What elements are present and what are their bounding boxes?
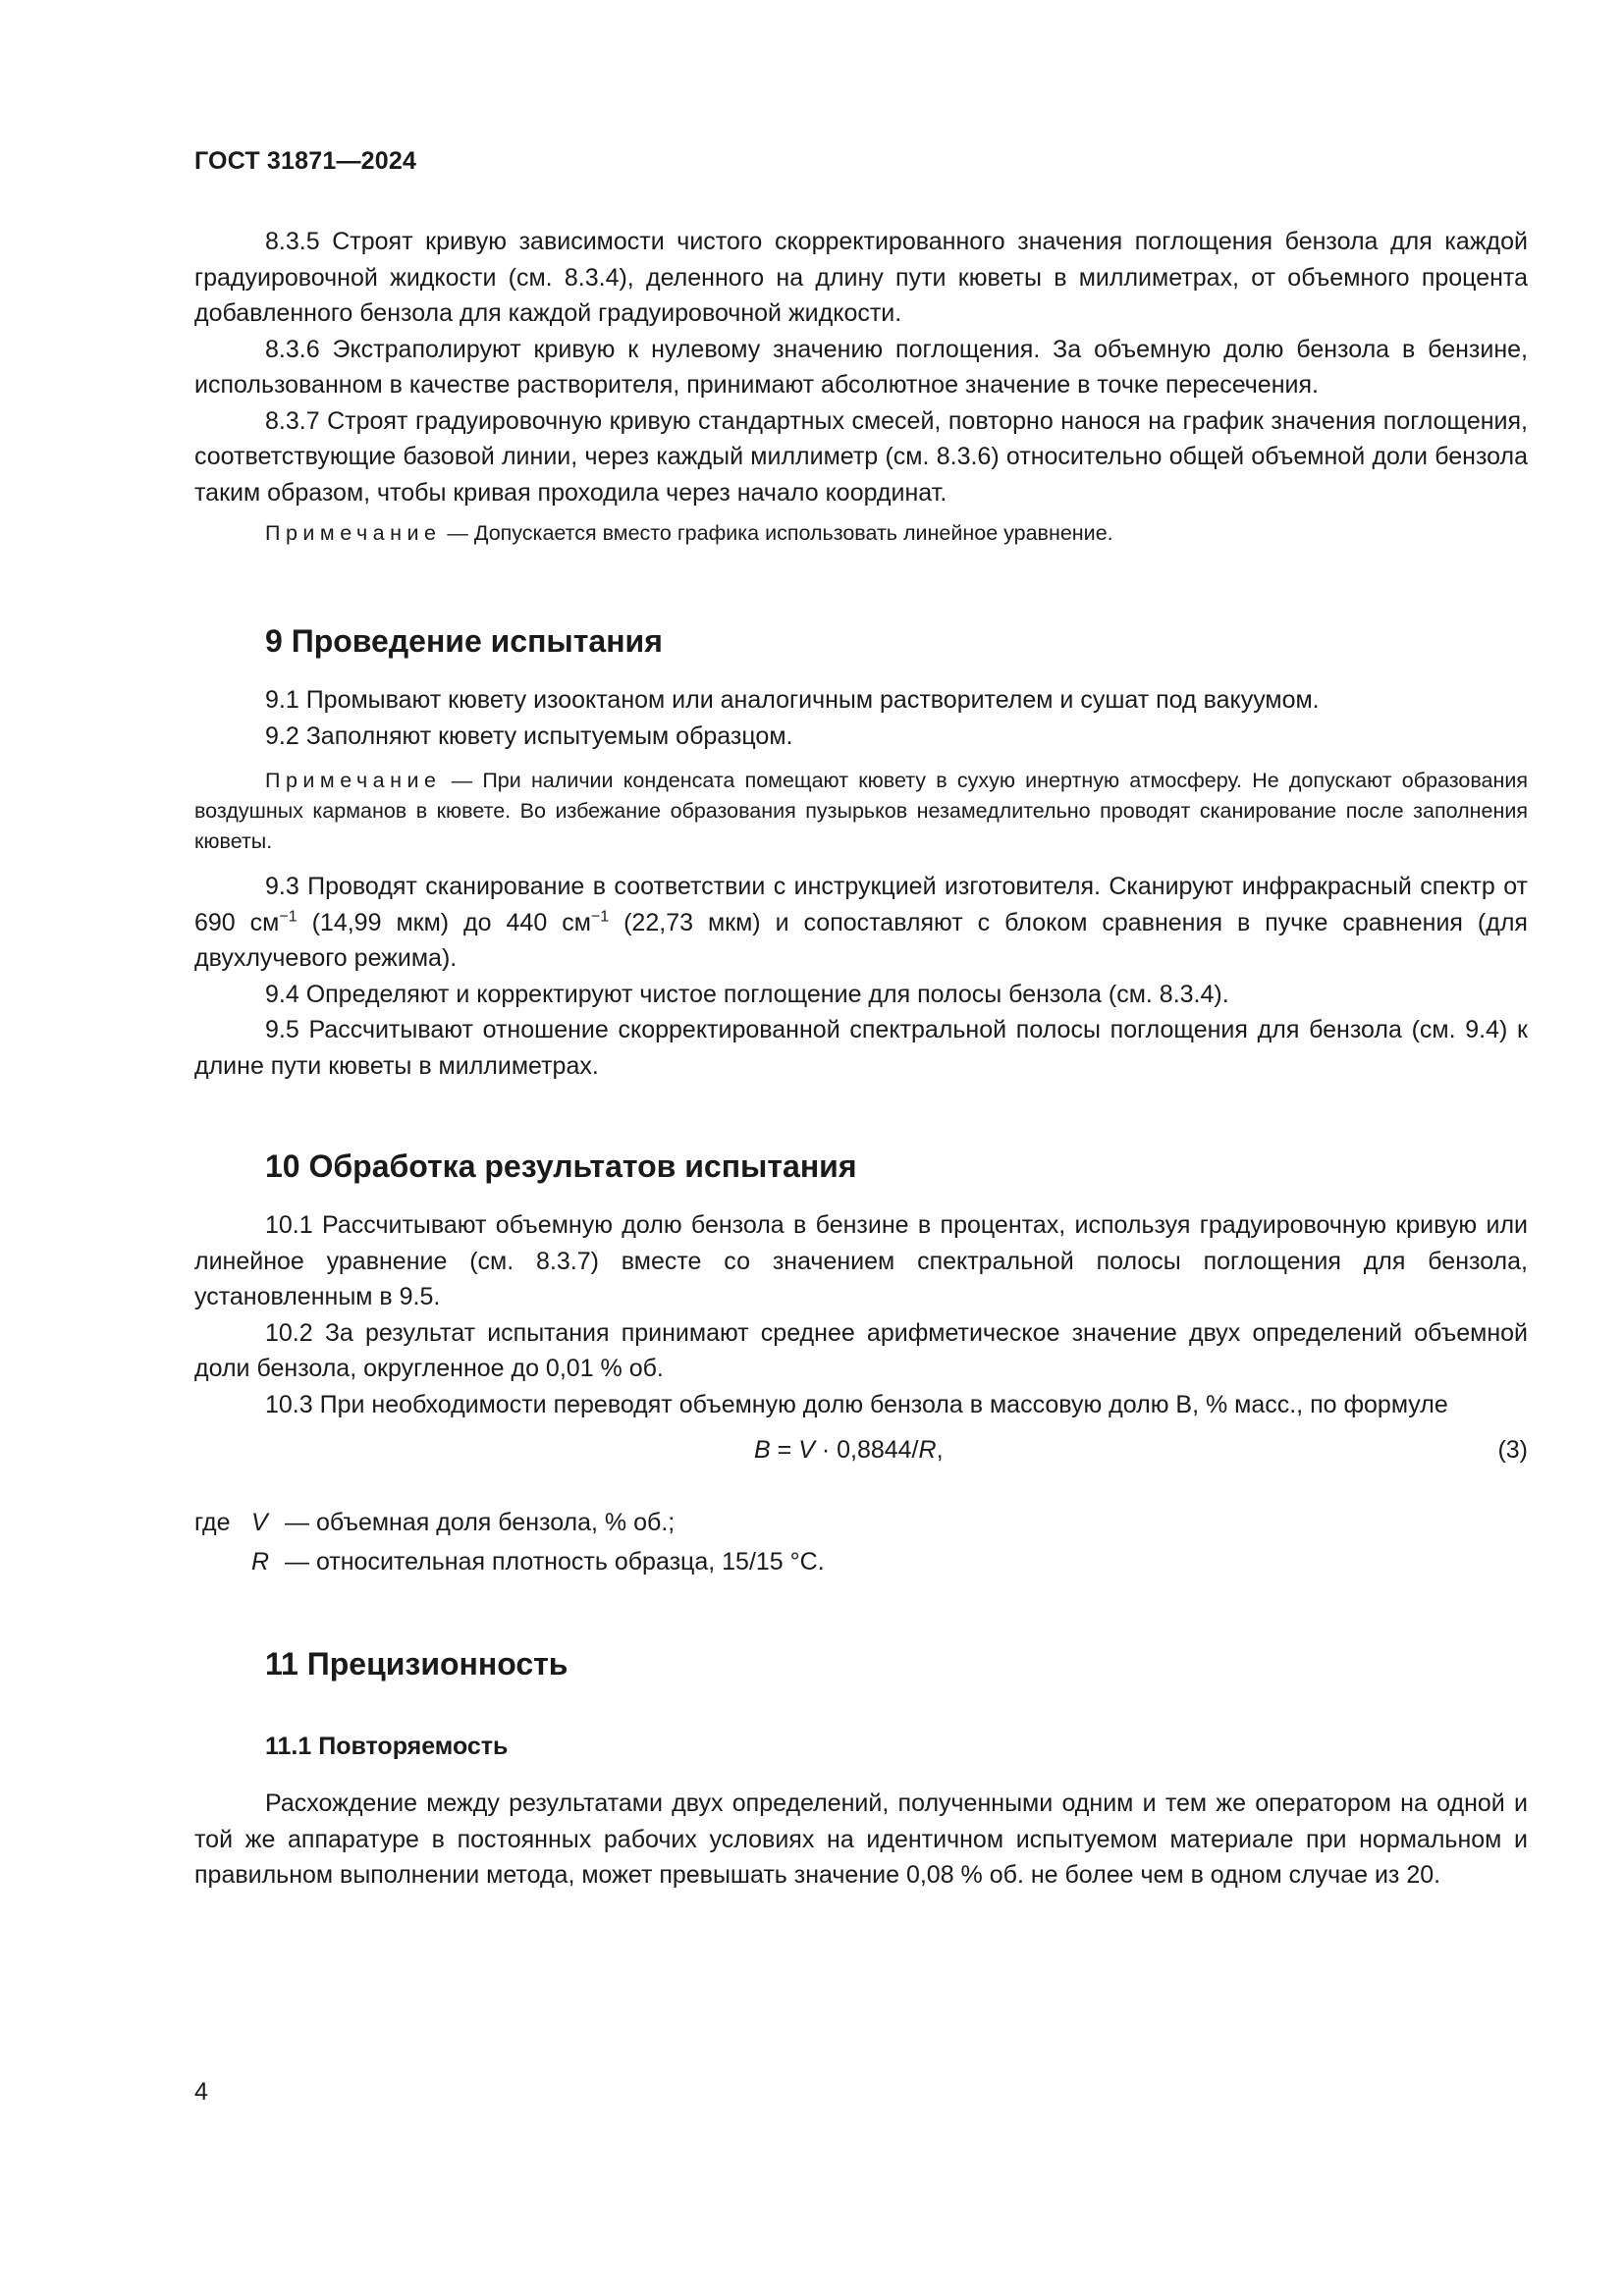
paragraph-10-1: 10.1 Рассчитывают объемную долю бензола в бензине в процентах, используя градуировочную кривую или линейное уравнение (см. 8.3.7) вместе со значением спектральной полосы поглощения для бензола, установленным в 9.5. bbox=[194, 1211, 1528, 1310]
formula-number: (3) bbox=[1497, 1436, 1528, 1464]
paragraph-10-3: 10.3 При необходимости переводят объемную долю бензола в массовую долю B, % масс., по формуле bbox=[265, 1390, 1448, 1418]
paragraph-8-3-7: 8.3.7 Строят градуировочную кривую стандартных смесей, повторно нанося на график значения поглощения, соответствующие базовой линии, через каждый миллиметр (см. 8.3.6) относительно общей объемной доли бензола таким образом, чтобы кривая проходила через начало координат. bbox=[194, 406, 1528, 507]
paragraph-8-3-6: 8.3.6 Экстраполируют кривую к нулевому значению поглощения. За объемную долю бензола в бензине, использованном в качестве растворителя, принимают абсолютное значение в точке пересечения. bbox=[194, 335, 1528, 399]
paragraph-9-1: 9.1 Промывают кювету изооктаном или аналогичным растворителем и сушат под вакуумом. bbox=[265, 686, 1320, 714]
note-label: Примечание bbox=[265, 769, 442, 792]
note-label: Примечание bbox=[265, 521, 442, 545]
formula-symbol-r: R bbox=[918, 1436, 937, 1464]
section-10-heading: 10 Обработка результатов испытания bbox=[265, 1148, 857, 1184]
paragraph-8-3-5: 8.3.5 Строят кривую зависимости чистого скорректированного значения поглощения бензола для каждой градуировочной жидкости (см. 8.3.4), деленного на длину пути кюветы в миллиметрах, от объемного процента добавленного бензола для каждой градуировочной жидкости. bbox=[194, 228, 1528, 327]
subsection-11-1-heading: 11.1 Повторяемость bbox=[265, 1733, 509, 1760]
section-9-heading: 9 Проведение испытания bbox=[265, 623, 663, 659]
paragraph-9-3-part-b: (14,99 мкм) до 440 см bbox=[297, 908, 591, 936]
page-content bbox=[194, 224, 1528, 1894]
formula-3 bbox=[194, 1430, 1528, 1469]
page-number: 4 bbox=[194, 2078, 208, 2106]
document-header: ГОСТ 31871—2024 bbox=[194, 147, 417, 175]
definition-text: — объемная доля бензола, % об.; bbox=[285, 1509, 676, 1536]
paragraph-10-2: 10.2 За результат испытания принимают среднее арифметическое значение двух определений объемной доли бензола, округленное до 0,01 % об. bbox=[194, 1318, 1528, 1382]
definition-symbol: R bbox=[251, 1548, 270, 1575]
paragraph-9-2: 9.2 Заполняют кювету испытуемым образцом. bbox=[265, 721, 793, 750]
paragraph-9-5: 9.5 Рассчитывают отношение скорректированной спектральной полосы поглощения для бензола (см. 9.4) к длине пути кюветы в миллиметрах. bbox=[194, 1016, 1528, 1080]
superscript-minus-one: −1 bbox=[279, 908, 298, 926]
note-8-3-7 bbox=[194, 518, 1528, 549]
definition-r bbox=[194, 1542, 1528, 1581]
paragraph-9-3-part-c: (22,73 мкм) и сопоставляют с блоком сравнения в пучке сравнения (для двухлучевого режима). bbox=[194, 908, 1528, 972]
note-text: — Допускается вместо графика использовать линейное уравнение. bbox=[441, 521, 1113, 545]
formula-comma: , bbox=[936, 1436, 944, 1464]
definition-v bbox=[194, 1503, 1528, 1542]
note-text: — При наличии конденсата помещают кювету в сухую инертную атмосферу. Не допускают образования воздушных карманов в кювете. Во избежание образования пузырьков незамедлительно проводят сканирование после заполнения кюветы. bbox=[194, 769, 1528, 853]
definition-text: — относительная плотность образца, 15/15 °С. bbox=[285, 1548, 825, 1575]
formula-equals: = bbox=[770, 1436, 799, 1464]
paragraph-9-3 bbox=[194, 869, 1528, 977]
formula-expression bbox=[754, 1430, 944, 1469]
definition-symbol: V bbox=[251, 1509, 268, 1536]
formula-coefficient: · 0,8844/ bbox=[814, 1436, 919, 1464]
superscript-minus-one: −1 bbox=[590, 908, 610, 926]
definition-where: где bbox=[194, 1509, 231, 1536]
paragraph-9-3-part-a: 9.3 Проводят сканирование в соответствии с инструкцией изготовителя. Сканируют инфракрасный спектр от 690 см bbox=[194, 873, 1528, 936]
formula-symbol-v: V bbox=[798, 1436, 815, 1464]
section-11-heading: 11 Прецизионность bbox=[265, 1646, 568, 1682]
note-9-2 bbox=[194, 766, 1528, 857]
paragraph-9-4: 9.4 Определяют и корректируют чистое поглощение для полосы бензола (см. 8.3.4). bbox=[265, 980, 1229, 1008]
paragraph-11-1: Расхождение между результатами двух определений, полученными одним и тем же оператором на одной и той же аппаратуре в постоянных рабочих условиях на идентичном испытуемом материале при нормальном и правильном выполнении метода, может превышать значение 0,08 % об. не более чем в одном случае из 20. bbox=[194, 1789, 1528, 1889]
formula-symbol-b: B bbox=[754, 1436, 771, 1464]
formula-definitions bbox=[194, 1503, 1528, 1581]
